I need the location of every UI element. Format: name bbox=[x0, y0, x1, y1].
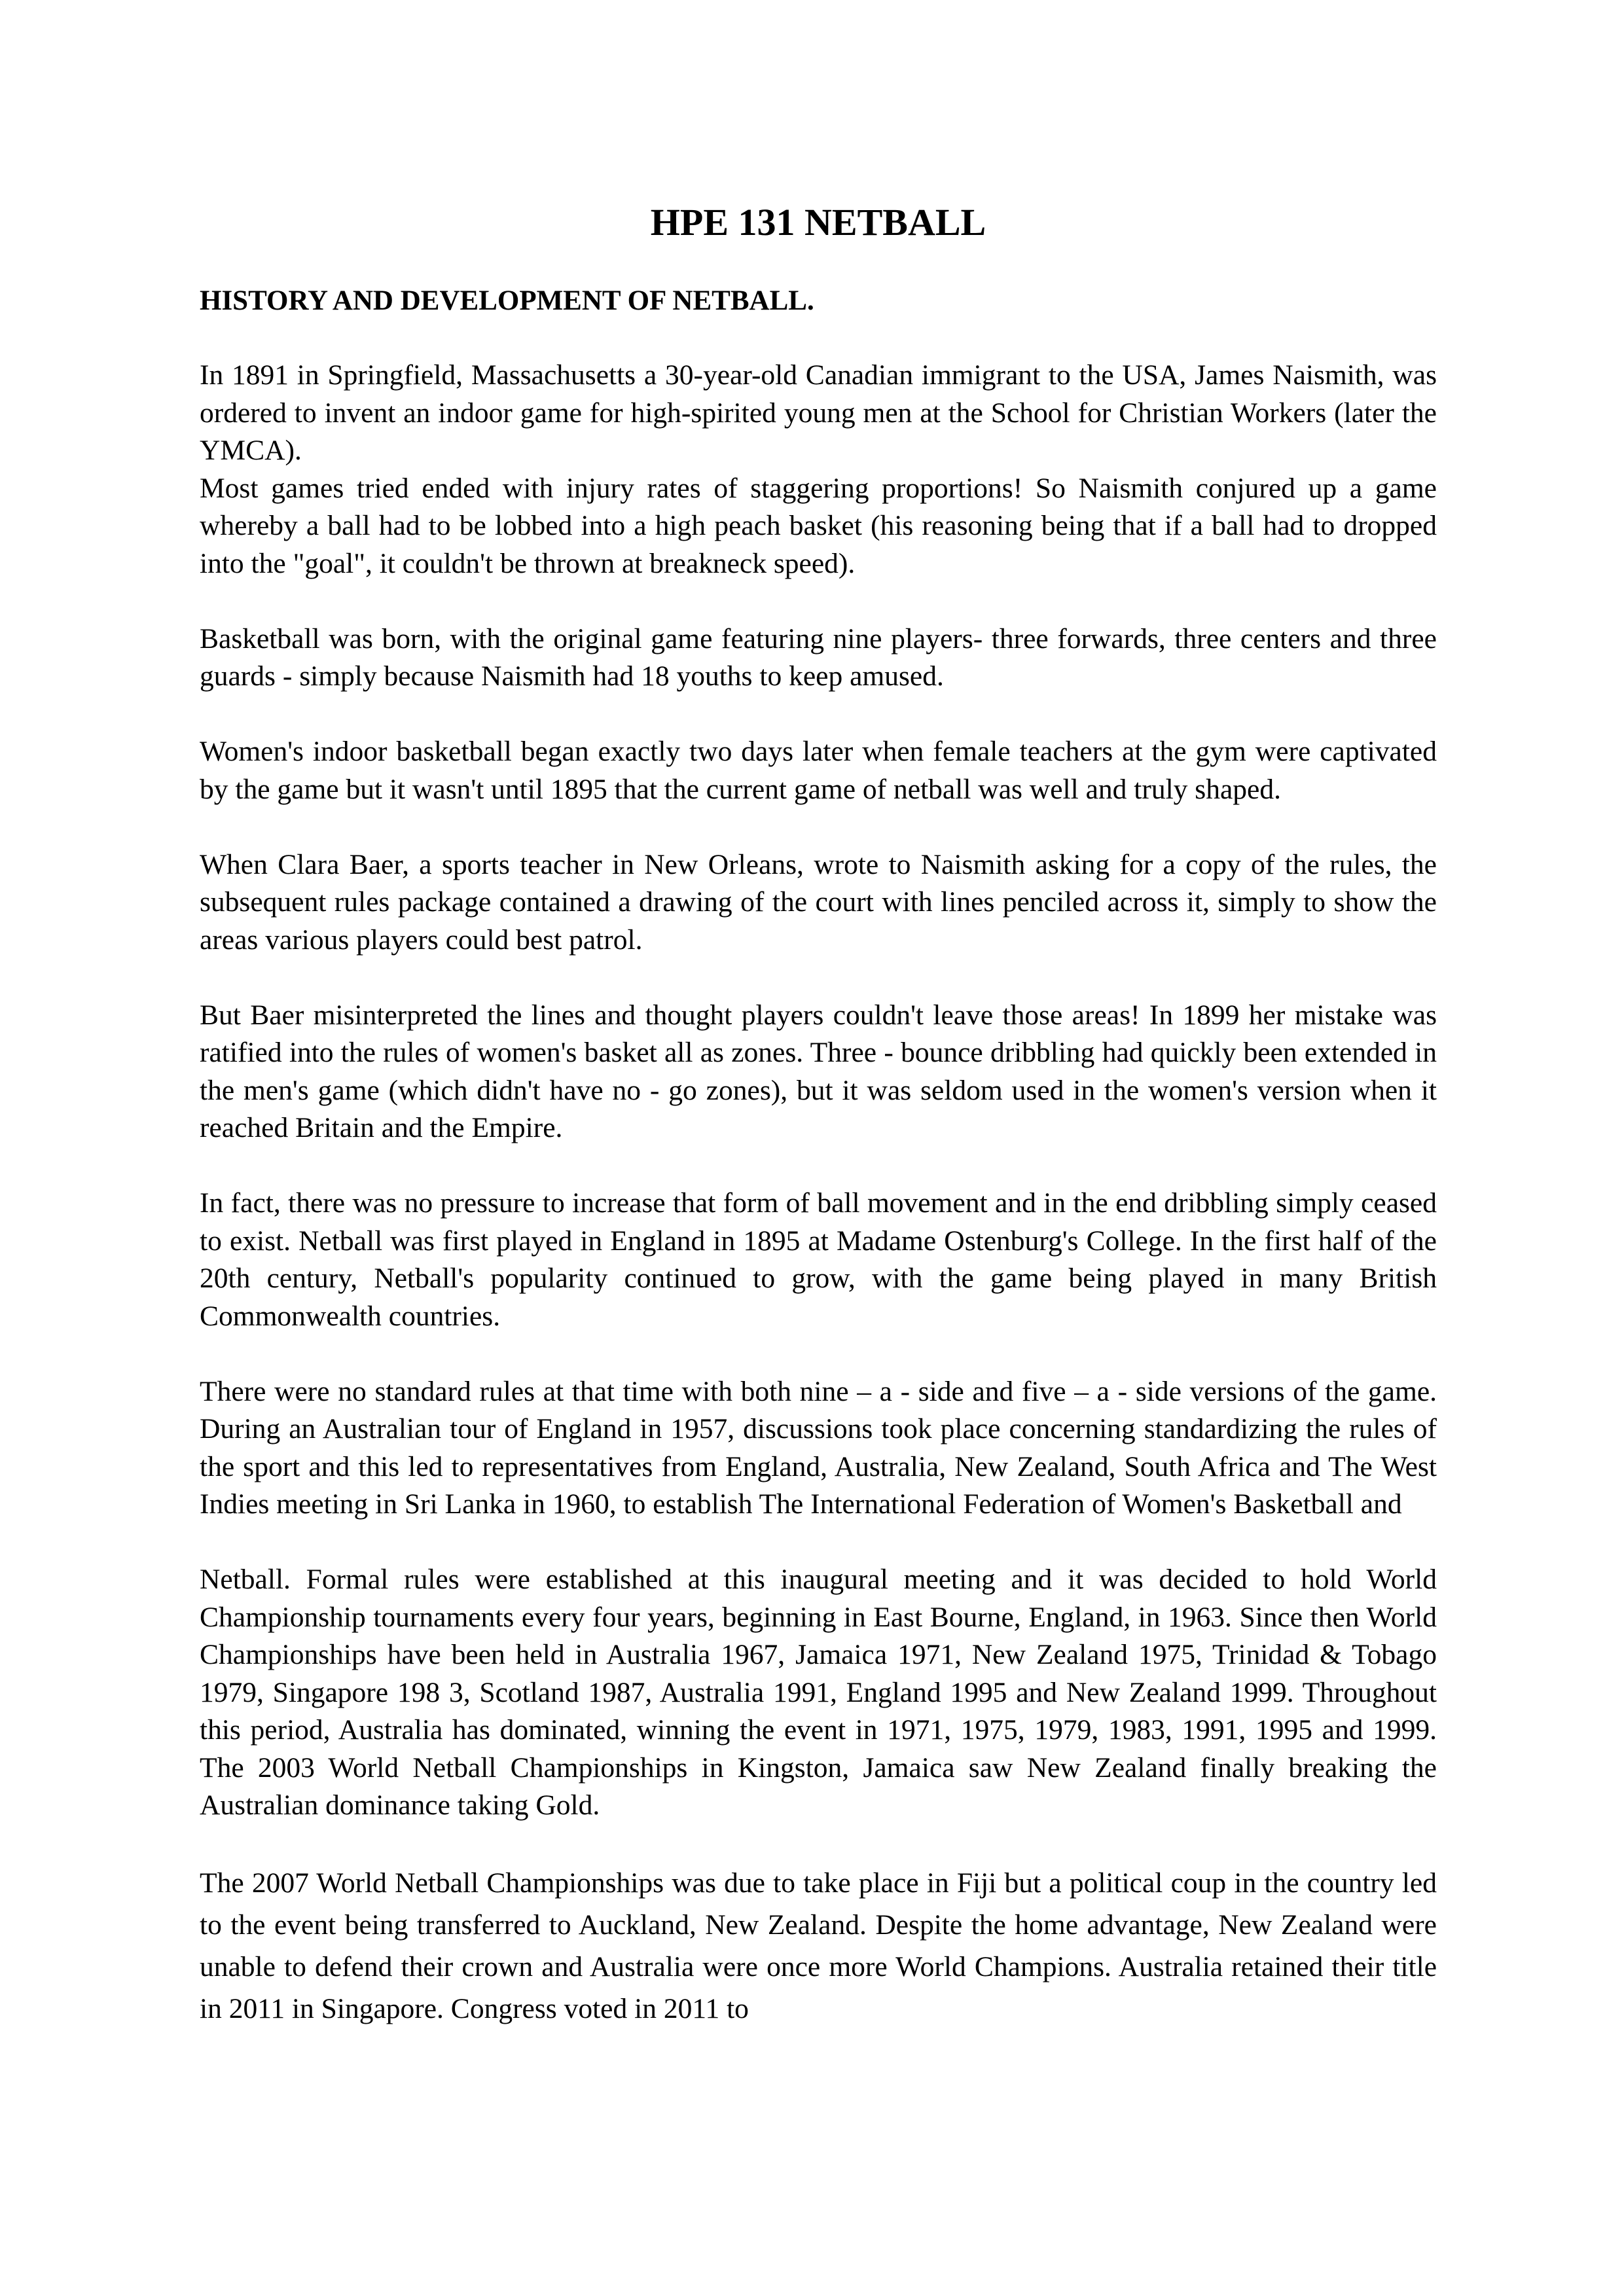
paragraph-5: When Clara Baer, a sports teacher in New Orleans, wrote to Naismith asking for a copy of the rules, the subsequent rules package contained a drawing of the court with lines penciled across it, simply to show the areas various players could best patrol. bbox=[200, 848, 1437, 956]
paragraph-3: Basketball was born, with the original game featuring nine players- three forwards, three centers and three guards - simply because Naismith had 18 youths to keep amused. bbox=[200, 622, 1437, 692]
section-heading: HISTORY AND DEVELOPMENT OF NETBALL. bbox=[200, 285, 814, 316]
paragraph-10: The 2007 World Netball Championships was due to take place in Fiji but a political coup in the country led to the event being transferred to Auckland, New Zealand. Despite the home advantage, New Zealand were unable to defend their crown and Australia were once more World Champions. Australia retained their title in 2011 in Singapore. Congress voted in 2011 to bbox=[200, 1867, 1437, 2024]
paragraph-1: In 1891 in Springfield, Massachusetts a 30-year-old Canadian immigrant to the USA, James Naismith, was ordered to invent an indoor game for high-spirited young men at the School for Christian Workers (later the YMCA). bbox=[200, 359, 1437, 466]
body-text bbox=[200, 357, 1437, 2030]
paragraph-7: In fact, there was no pressure to increase that form of ball movement and in the end dribbling simply ceased to exist. Netball was first played in England in 1895 at Madame Ostenburg's College. In the first half of the 20th century, Netball's popularity continued to grow, with the game being played in many British Commonwealth countries. bbox=[200, 1187, 1437, 1332]
paragraph-4: Women's indoor basketball began exactly two days later when female teachers at the gym were captivated by the game but it wasn't until 1895 that the current game of netball was well and truly shaped. bbox=[200, 736, 1437, 805]
paragraph-2: Most games tried ended with injury rates of staggering proportions! So Naismith conjured up a game whereby a ball had to be lobbed into a high peach basket (his reasoning being that if a ball had to dropped into the "goal", it couldn't be thrown at breakneck speed). bbox=[200, 472, 1437, 579]
document-title: HPE 131 NETBALL bbox=[650, 201, 986, 243]
paragraph-8: There were no standard rules at that time with both nine – a - side and five – a - side versions of the game. During an Australian tour of England in 1957, discussions took place concerning standardizing the rules of the sport and this led to representatives from England, Australia, New Zealand, South Africa and The West Indies meeting in Sri Lanka in 1960, to establish The International Federation of Women's Basketball and bbox=[200, 1375, 1437, 1520]
paragraph-6: But Baer misinterpreted the lines and thought players couldn't leave those areas! In 1899 her mistake was ratified into the rules of women's basket all as zones. Three - bounce dribbling had quickly been extended in the men's game (which didn't have no - go zones), but it was seldom used in the women's version when it reached Britain and the Empire. bbox=[200, 999, 1437, 1143]
paragraph-9: Netball. Formal rules were established at this inaugural meeting and it was decided to hold World Championship tournaments every four years, beginning in East Bourne, England, in 1963. Since then World Championships have been held in Australia 1967, Jamaica 1971, New Zealand 1975, Trinidad & Tobago 1979, Singapore 198 3, Scotland 1987, Australia 1991, England 1995 and New Zealand 1999. Throughout this period, Australia has dominated, winning the event in 1971, 1975, 1979, 1983, 1991, 1995 and 1999. The 2003 World Netball Championships in Kingston, Jamaica saw New Zealand finally breaking the Australian dominance taking Gold. bbox=[200, 1564, 1437, 1821]
